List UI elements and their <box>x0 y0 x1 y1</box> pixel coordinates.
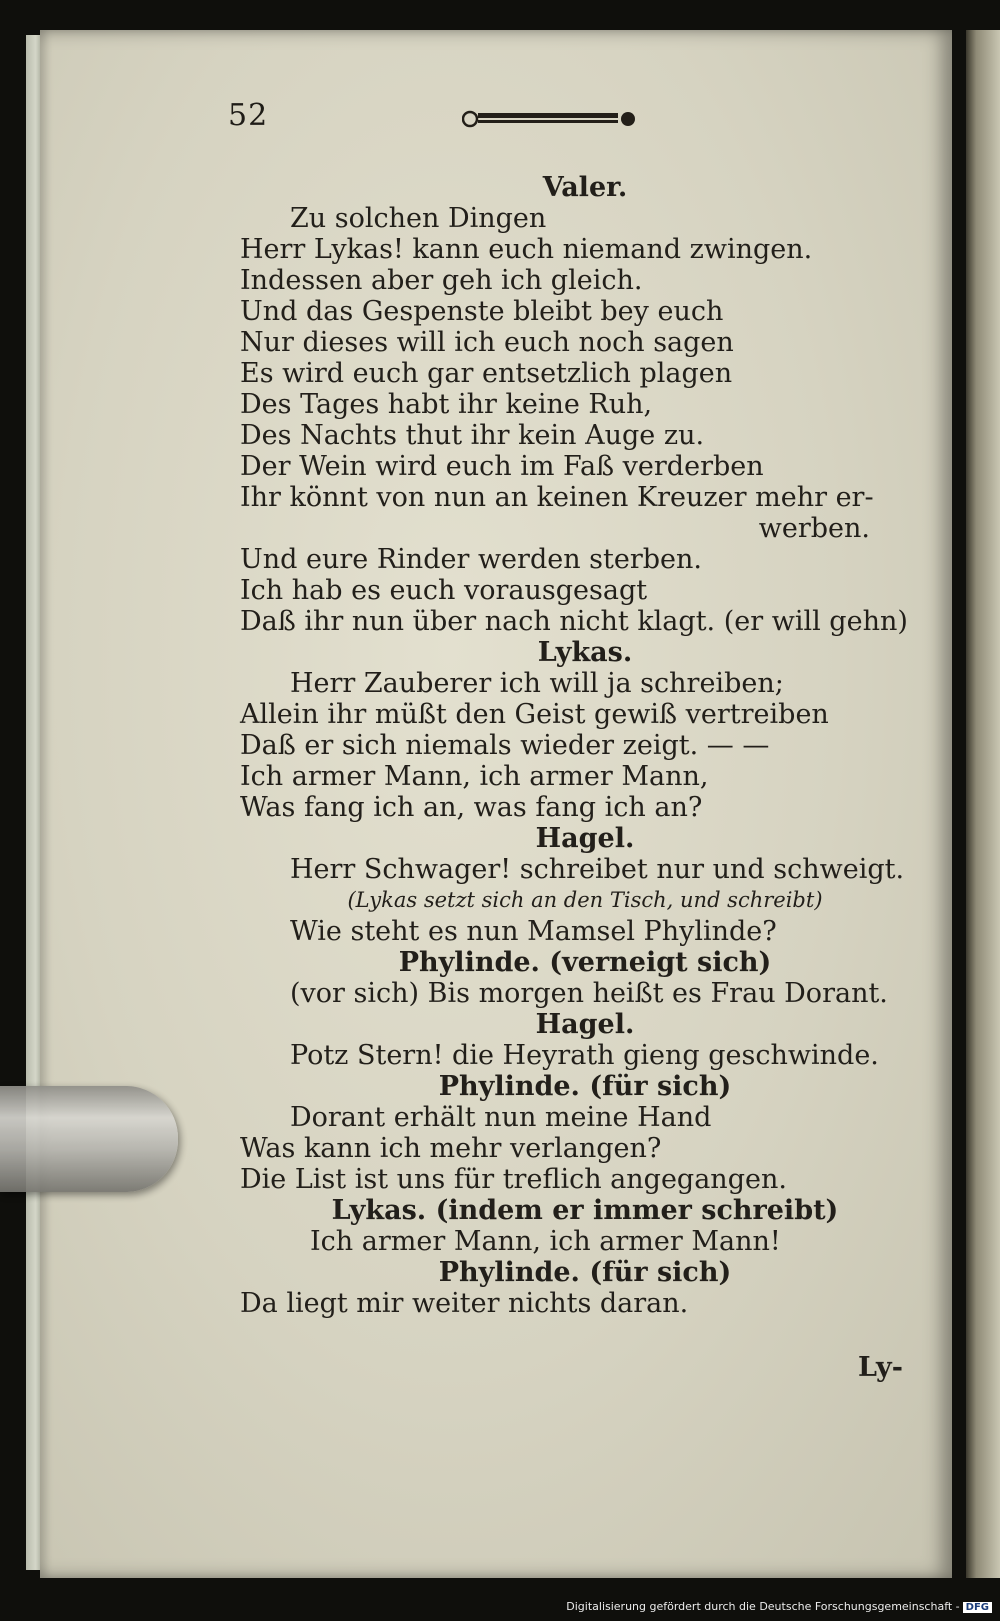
verse-line: (vor sich) Bis morgen heißt es Frau Dorant. <box>290 978 888 1009</box>
facing-page-edge <box>966 30 1000 1578</box>
verse-line: Es wird euch gar entsetzlich plagen <box>240 358 733 389</box>
verse-line: Des Nachts thut ihr kein Auge zu. <box>240 420 705 451</box>
verse-line: Indessen aber geh ich gleich. <box>240 265 643 296</box>
speaker-name: Lykas. (indem er immer schreibt) <box>331 1195 839 1226</box>
page-clip <box>0 1086 178 1192</box>
header-ornament <box>462 108 652 130</box>
verse-line: Was kann ich mehr verlangen? <box>240 1133 662 1164</box>
verse-line: Nur dieses will ich euch noch sagen <box>240 327 734 358</box>
footer-text: Digitalisierung gefördert durch die Deutsche Forschungsgemeinschaft - <box>566 1600 960 1613</box>
verse-line: Potz Stern! die Heyrath gieng geschwinde. <box>290 1040 879 1071</box>
verse-line: Allein ihr müßt den Geist gewiß vertreiben <box>240 699 829 730</box>
dfg-logo: DFG <box>963 1602 992 1613</box>
verse-line: Wie steht es nun Mamsel Phylinde? <box>290 916 777 947</box>
verse-line: Und eure Rinder werden sterben. <box>240 544 703 575</box>
catchword: Ly- <box>858 1352 903 1383</box>
verse-line: Zu solchen Dingen <box>290 203 547 234</box>
speaker-name: Hagel. <box>535 823 635 854</box>
verse-line: Und das Gespenste bleibt bey euch <box>240 296 724 327</box>
verse-line: Was fang ich an, was fang ich an? <box>240 792 703 823</box>
speaker-name: Valer. <box>542 172 628 203</box>
verse-line: werben. <box>758 513 870 544</box>
verse-line: Da liegt mir weiter nichts daran. <box>240 1288 689 1319</box>
speaker-name: Phylinde. (für sich) <box>438 1257 732 1288</box>
verse-line: Herr Zauberer ich will ja schreiben; <box>290 668 784 699</box>
speaker-name: Phylinde. (verneigt sich) <box>398 947 772 978</box>
speaker-name: Lykas. <box>537 637 633 668</box>
speaker-name: Phylinde. (für sich) <box>438 1071 732 1102</box>
verse-line: Ich armer Mann, ich armer Mann, <box>240 761 709 792</box>
page-number: 52 <box>228 98 269 133</box>
stage-direction: (Lykas setzt sich an den Tisch, und schreibt) <box>347 888 823 912</box>
speaker-name: Hagel. <box>535 1009 635 1040</box>
verse-line: Der Wein wird euch im Faß verderben <box>240 451 764 482</box>
verse-line: Ihr könnt von nun an keinen Kreuzer mehr er- <box>240 482 874 513</box>
verse-line: Ich armer Mann, ich armer Mann! <box>310 1226 781 1257</box>
verse-line: Daß ihr nun über nach nicht klagt. (er will gehn) <box>240 606 908 637</box>
verse-line: Des Tages habt ihr keine Ruh, <box>240 389 653 420</box>
verse-line: Daß er sich niemals wieder zeigt. — — <box>240 730 770 761</box>
play-text <box>240 172 930 1319</box>
funding-footer <box>566 1600 992 1613</box>
verse-line: Herr Lykas! kann euch niemand zwingen. <box>240 234 813 265</box>
verse-line: Die List ist uns für treflich angegangen. <box>240 1164 787 1195</box>
verse-line: Ich hab es euch vorausgesagt <box>240 575 648 606</box>
verse-line: Herr Schwager! schreibet nur und schweigt. <box>290 854 905 885</box>
verse-line: Dorant erhält nun meine Hand <box>290 1102 712 1133</box>
